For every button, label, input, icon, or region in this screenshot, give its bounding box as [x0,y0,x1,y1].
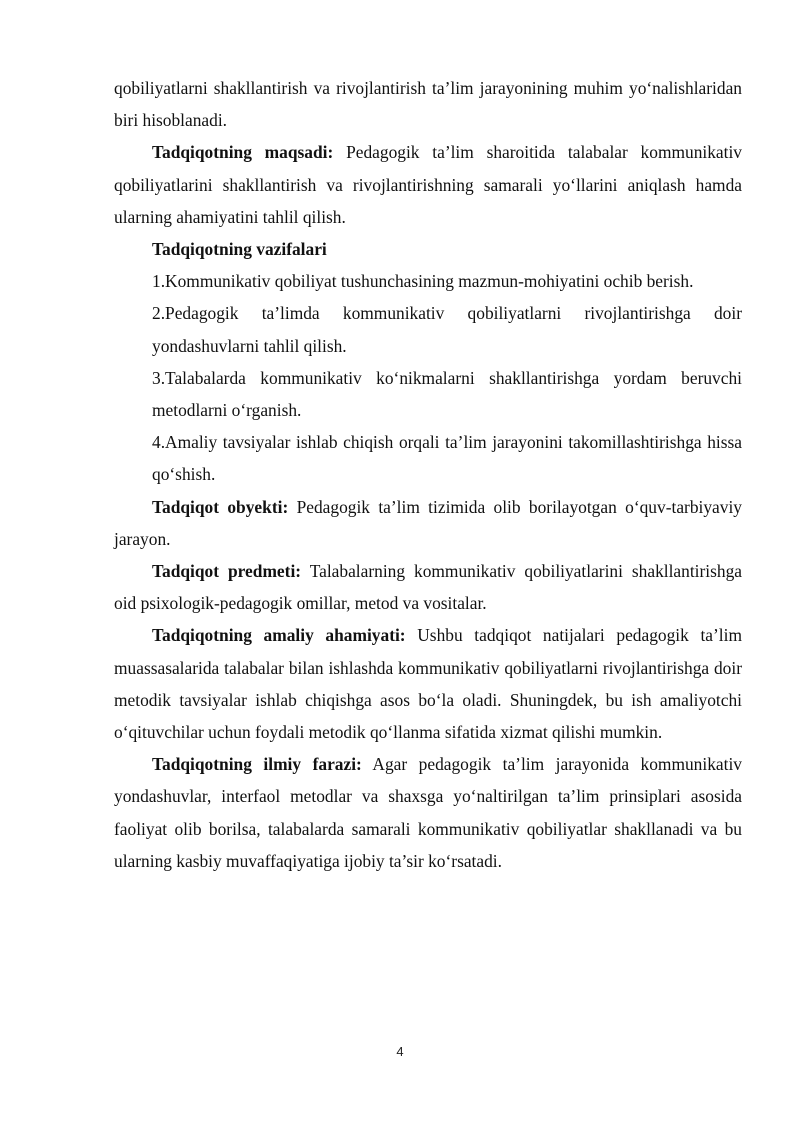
practical-significance-text: Ushbu tadqiqot natijalari pedagogik ta’lim muassasalarida talabalar bilan ishlashda kommunikativ qobiliyatlarni rivojlantirishga doir metodik tavsiyalar ishlab chiqishga asos bo‘la oladi. Shuningdek, bu ish amaliyotchi o‘qituvchilar uchun foydali metodik qo‘llanma sifatida xizmat qilishi mumkin. [114,625,742,743]
purpose-paragraph [114,136,742,233]
purpose-label: Tadqiqotning maqsadi: [152,142,334,163]
tasks-heading-label: Tadqiqotning vazifalari [152,239,327,260]
practical-significance-label: Tadqiqotning amaliy ahamiyati: [152,625,406,646]
hypothesis-label: Tadqiqotning ilmiy farazi: [152,754,362,775]
document-page [114,72,742,877]
purpose-text: Pedagogik ta’lim sharoitida talabalar kommunikativ qobiliyatlarini shakllantirish va rivojlantirishning samarali yo‘llarini aniqlash hamda ularning ahamiyatini tahlil qilish. [114,142,742,227]
object-text: Pedagogik ta’lim tizimida olib borilayotgan o‘quv-tarbiyaviy jarayon. [114,496,742,549]
hypothesis-text: Agar pedagogik ta’lim jarayonida kommunikativ yondashuvlar, interfaol metodlar va shaxsga yo‘naltirilgan ta’lim prinsiplari asosida faoliyat olib borilsa, talabalarda samarali kommunikativ qobiliyatlar shakllanadi va bu ularning kasbiy muvaffaqiyatiga ijobiy ta’sir ko‘rsatadi. [114,754,742,871]
practical-significance-paragraph [114,619,742,748]
task-item-1: 1.Kommunikativ qobiliyat tushunchasining mazmun-mohiyatini ochib berish. [152,271,694,292]
object-label: Tadqiqot obyekti: [152,496,289,517]
task-item-2: 2.Pedagogik ta’limda kommunikativ qobiliyatlarni rivojlantirishga doir yondashuvlarni tahlil qilish. [152,303,742,356]
tasks-heading [114,233,742,265]
subject-text: Talabalarning kommunikativ qobiliyatlarini shakllantirishga oid psixologik-pedagogik omillar, metod va vositalar. [114,561,743,614]
page-number: 4 [396,1044,404,1059]
task-item-4: 4.Amaliy tavsiyalar ishlab chiqish orqali ta’lim jarayonini takomillashtirishga hissa qo‘shish. [152,432,742,485]
subject-label: Tadqiqot predmeti: [152,561,302,582]
intro-paragraph: qobiliyatlarni shakllantirish va rivojlantirish ta’lim jarayonining muhim yo‘nalishlaridan biri hisoblanadi. [114,78,742,131]
subject-paragraph [114,555,742,619]
task-item-3: 3.Talabalarda kommunikativ ko‘nikmalarni shakllantirishga yordam beruvchi metodlarni o‘rganish. [152,367,742,421]
object-paragraph [114,491,742,555]
hypothesis-paragraph [114,748,742,877]
